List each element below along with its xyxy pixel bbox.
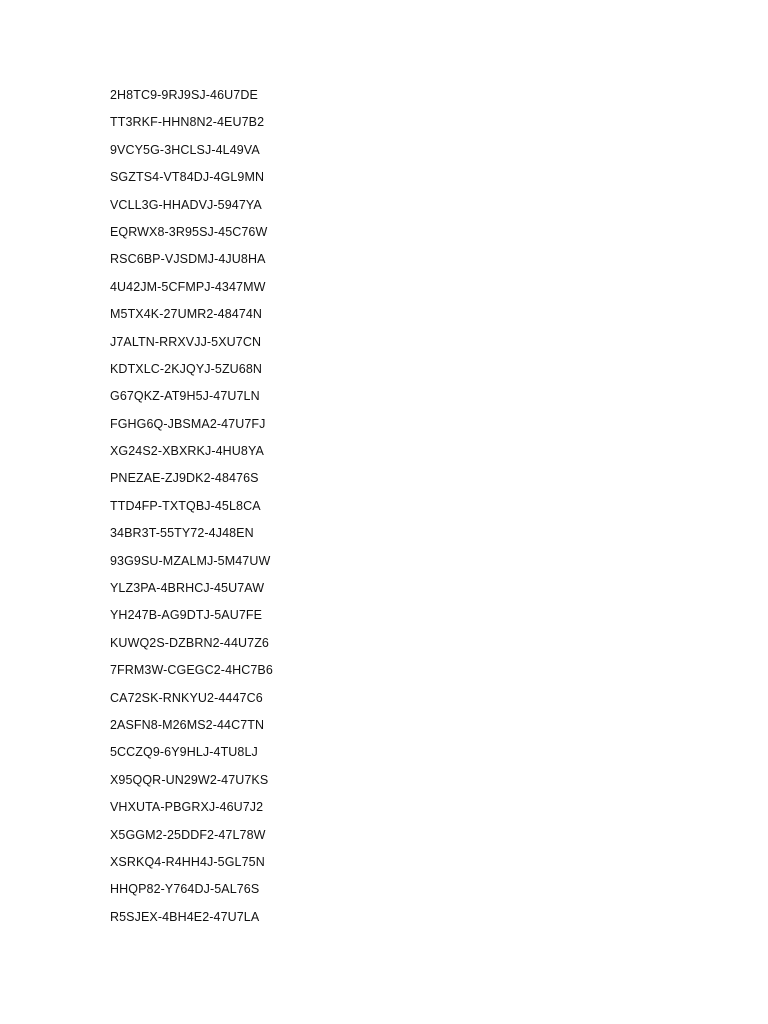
key-line: FGHG6Q-JBSMA2-47U7FJ [110,416,266,431]
key-line: KDTXLC-2KJQYJ-5ZU68N [110,361,263,376]
key-line: SGZTS4-VT84DJ-4GL9MN [110,170,265,185]
key-line: XG24S2-XBXRKJ-4HU8YA [110,444,264,459]
key-line: EQRWX8-3R95SJ-45C76W [110,224,268,239]
key-line: R5SJEX-4BH4E2-47U7LA [110,909,260,924]
key-line: VHXUTA-PBGRXJ-46U7J2 [110,800,264,815]
key-line: J7ALTN-RRXVJJ-5XU7CN [110,334,262,349]
key-line: PNEZAE-ZJ9DK2-48476S [110,471,259,486]
key-line: 2ASFN8-M26MS2-44C7TN [110,717,265,732]
key-line: 34BR3T-55TY72-4J48EN [110,526,254,541]
key-line: YH247B-AG9DTJ-5AU7FE [110,608,263,623]
key-line: 9VCY5G-3HCLSJ-4L49VA [110,142,260,157]
key-line: YLZ3PA-4BRHCJ-45U7AW [110,581,265,596]
key-line: XSRKQ4-R4HH4J-5GL75N [110,854,265,869]
key-line: 5CCZQ9-6Y9HLJ-4TU8LJ [110,745,258,760]
key-line: CA72SK-RNKYU2-4447C6 [110,690,263,705]
key-line: M5TX4K-27UMR2-48474N [110,307,263,322]
key-line: HHQP82-Y764DJ-5AL76S [110,882,260,897]
key-line: X5GGM2-25DDF2-47L78W [110,827,266,842]
key-line: X95QQR-UN29W2-47U7KS [110,772,269,787]
key-line: KUWQ2S-DZBRN2-44U7Z6 [110,635,269,650]
key-line: TTD4FP-TXTQBJ-45L8CA [110,498,261,513]
key-line: 93G9SU-MZALMJ-5M47UW [110,553,271,568]
key-line: 2H8TC9-9RJ9SJ-46U7DE [110,88,258,102]
key-line: G67QKZ-AT9H5J-47U7LN [110,389,260,404]
key-line: 7FRM3W-CGEGC2-4HC7B6 [110,663,273,678]
key-line: VCLL3G-HHADVJ-5947YA [110,197,262,212]
key-list [110,86,273,935]
key-line: RSC6BP-VJSDMJ-4JU8HA [110,252,266,267]
key-line: TT3RKF-HHN8N2-4EU7B2 [110,115,265,130]
key-line: 4U42JM-5CFMPJ-4347MW [110,279,266,294]
